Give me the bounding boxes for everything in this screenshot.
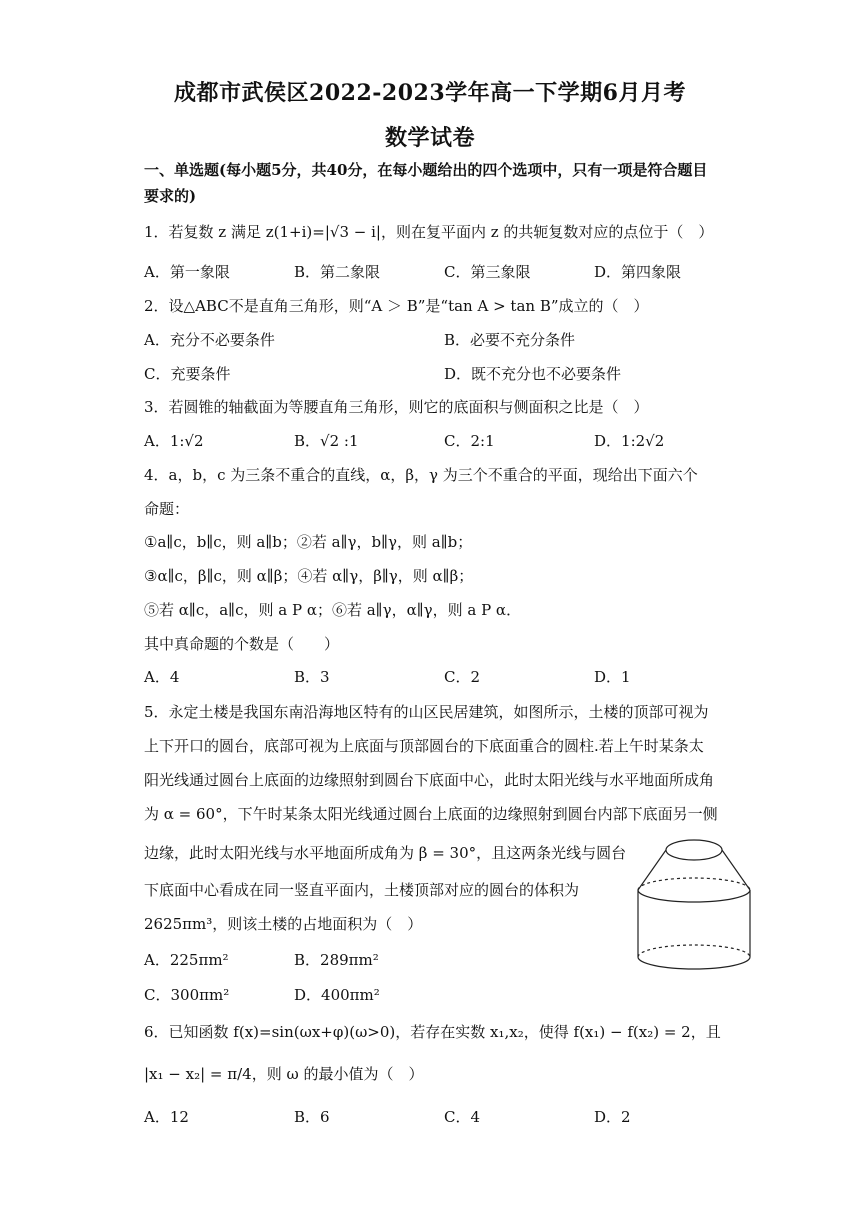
section-heading-cont: 要求的) bbox=[144, 187, 197, 205]
question-4-stem-line: ③α∥c，β∥c，则 α∥β；④若 α∥γ，β∥γ，则 α∥β； bbox=[144, 567, 474, 585]
q3-option-a: A．1:√2 bbox=[144, 432, 204, 450]
question-4-stem-line: 命题： bbox=[144, 500, 190, 518]
q6-option-d: D．2 bbox=[594, 1108, 631, 1126]
section-heading: 一、单选题(每小题5分，共40分，在每小题给出的四个选项中，只有一项是符合题目 bbox=[144, 161, 708, 179]
q5-option-b: B．289πm² bbox=[294, 951, 379, 969]
question-3-stem: 3．若圆锥的轴截面为等腰直角三角形，则它的底面积与侧面积之比是（ ） bbox=[144, 398, 649, 416]
question-5-stem: 5．永定土楼是我国东南沿海地区特有的山区民居建筑，如图所示，土楼的顶部可视为 bbox=[144, 703, 709, 721]
question-6-stem-line: |x₁ − x₂| = π/4，则 ω 的最小值为（ ） bbox=[144, 1065, 424, 1083]
q4-option-b: B．3 bbox=[294, 668, 330, 686]
exam-subtitle: 数学试卷 bbox=[384, 125, 475, 151]
question-5-stem-line: 为 α = 60°，下午时某条太阳光线通过圆台上底面的边缘照射到圆台内部下底面另一侧 bbox=[144, 805, 718, 823]
question-5-stem-line: 上下开口的圆台，底部可视为上底面与顶部圆台的下底面重合的圆柱.若上午时某条太 bbox=[144, 737, 704, 755]
q4-option-a: A．4 bbox=[144, 668, 180, 686]
cylinder-bottom-front bbox=[638, 957, 750, 969]
q1-option-a: A．第一象限 bbox=[144, 263, 230, 281]
question-4-stem-line: ⑤若 α∥c，a∥c，则 a P α；⑥若 a∥γ，α∥γ，则 a P α． bbox=[144, 601, 522, 619]
question-4-stem: 4．a，b，c 为三条不重合的直线，α，β，γ 为三个不重合的平面，现给出下面六个 bbox=[144, 466, 698, 484]
q6-option-b: B．6 bbox=[294, 1108, 330, 1126]
question-5-stem-line: 阳光线通过圆台上底面的边缘照射到圆台下底面中心，此时太阳光线与水平地面所成角 bbox=[144, 771, 715, 789]
question-1-stem: 1．若复数 z 满足 z(1+i)=|√3 − i|，则在复平面内 z 的共轭复数对应的点位于（ ） bbox=[144, 223, 714, 241]
q3-option-d: D．1:2√2 bbox=[594, 432, 665, 450]
q1-option-d: D．第四象限 bbox=[594, 263, 682, 281]
question-4-stem-line: 其中真命题的个数是（ ） bbox=[144, 635, 340, 653]
tulou-figure bbox=[632, 835, 756, 985]
question-4-stem-line: ①a∥c，b∥c，则 a∥b；②若 a∥γ，b∥γ，则 a∥b； bbox=[144, 533, 473, 551]
q3-option-b: B．√2 :1 bbox=[294, 432, 359, 450]
question-5-stem-line: 2625πm³，则该土楼的占地面积为（ ） bbox=[144, 915, 423, 933]
question-5-stem-line: 下底面中心看成在同一竖直平面内，土楼顶部对应的圆台的体积为 bbox=[144, 881, 580, 899]
q4-option-d: D．1 bbox=[594, 668, 631, 686]
cylinder-top-front bbox=[638, 890, 750, 902]
q1-option-b: B．第二象限 bbox=[294, 263, 381, 281]
q6-option-c: C．4 bbox=[444, 1108, 481, 1126]
question-5-stem-line: 边缘，此时太阳光线与水平地面所成角为 β = 30°，且这两条光线与圆台 bbox=[144, 844, 627, 862]
q5-option-c: C．300πm² bbox=[144, 986, 230, 1004]
frustum-right-edge bbox=[722, 850, 750, 890]
cylinder-top-back-dashed bbox=[638, 878, 750, 890]
q2-option-c: C．充要条件 bbox=[144, 365, 231, 383]
q4-option-c: C．2 bbox=[444, 668, 481, 686]
q3-option-c: C．2:1 bbox=[444, 432, 495, 450]
q6-option-a: A．12 bbox=[144, 1108, 189, 1126]
q2-option-d: D．既不充分也不必要条件 bbox=[444, 365, 622, 383]
q5-option-d: D．400πm² bbox=[294, 986, 380, 1004]
q2-option-b: B．必要不充分条件 bbox=[444, 331, 576, 349]
q5-option-a: A．225πm² bbox=[144, 951, 229, 969]
question-6-stem: 6．已知函数 f(x)=sin(ωx+φ)(ω>0)，若存在实数 x₁,x₂，使得 f(x₁) − f(x₂) = 2，且 bbox=[144, 1023, 721, 1041]
q2-option-a: A．充分不必要条件 bbox=[144, 331, 275, 349]
frustum-left-edge bbox=[638, 850, 666, 890]
q1-option-c: C．第三象限 bbox=[444, 263, 531, 281]
question-2-stem: 2．设△ABC不是直角三角形，则“A ＞ B”是“tan A > tan B”成立的（ ） bbox=[144, 297, 649, 315]
exam-title: 成都市武侯区2022-2023学年高一下学期6月月考 bbox=[174, 80, 686, 106]
frustum-top-ellipse bbox=[666, 840, 722, 860]
cylinder-bottom-back-dashed bbox=[638, 945, 750, 957]
